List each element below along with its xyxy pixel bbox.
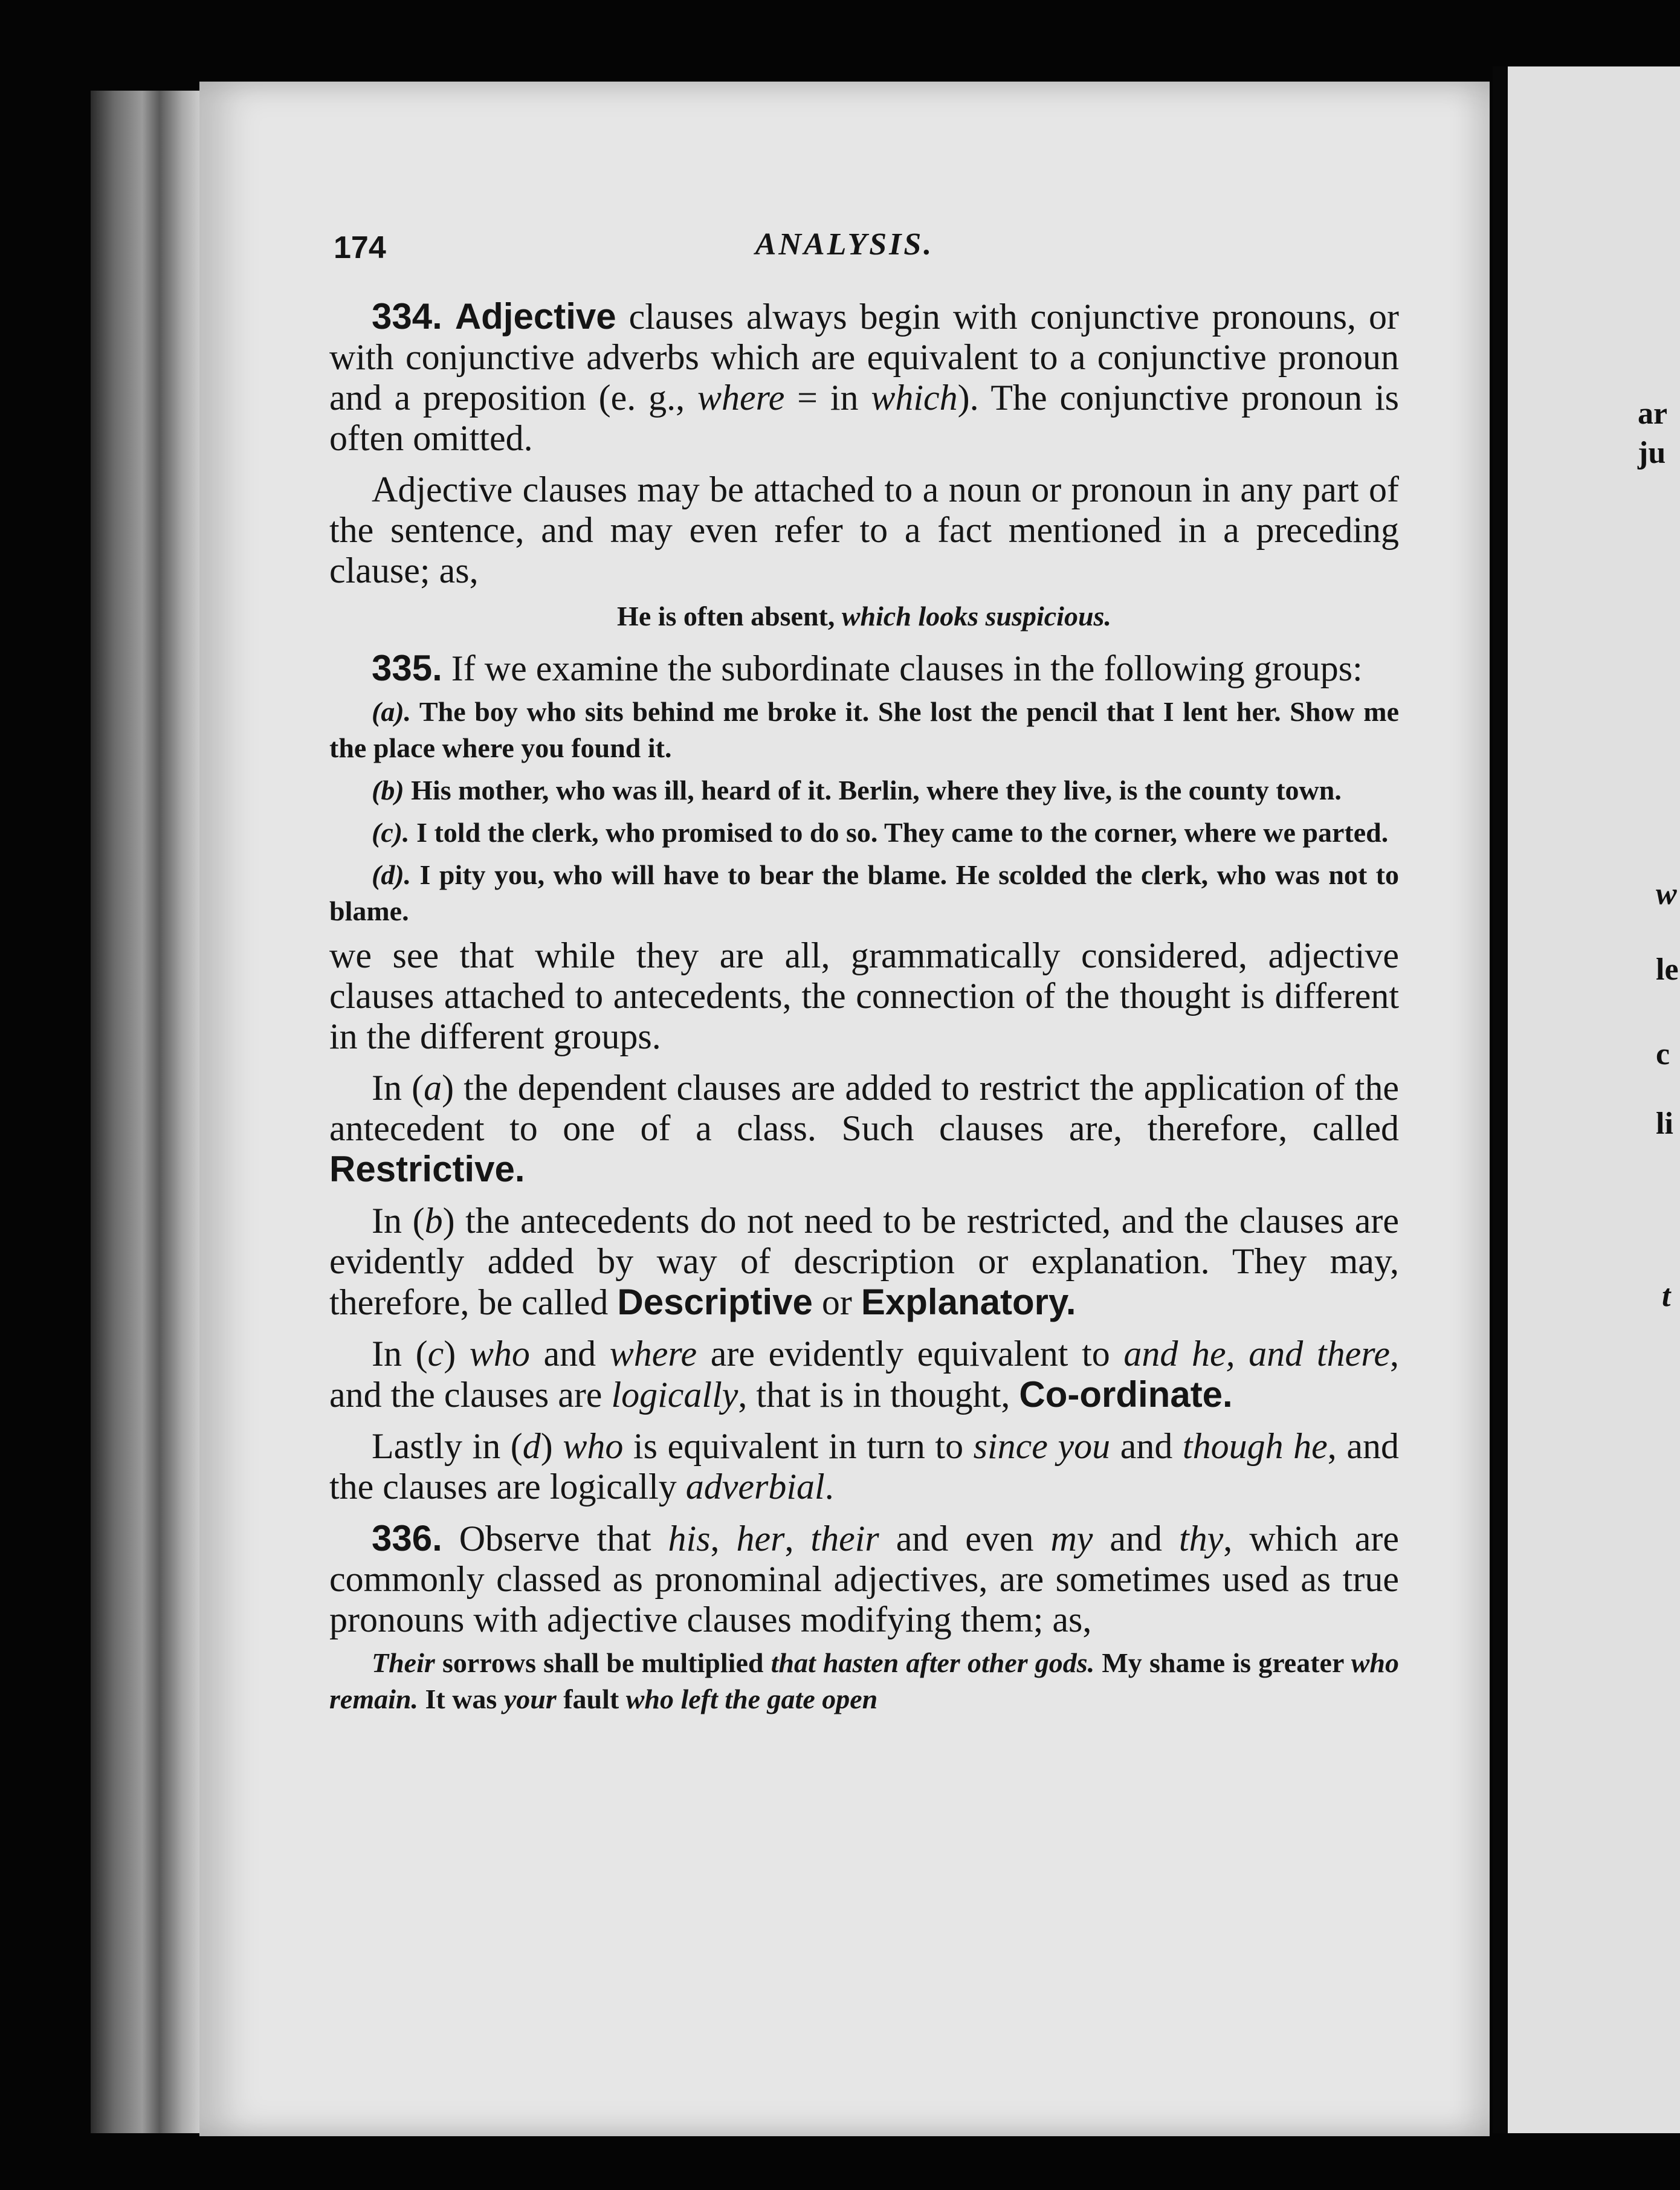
text-span: ) [444,1334,470,1374]
term-coordinate: Co-ordinate. [1019,1374,1233,1415]
fragment-text: ar [1638,396,1668,431]
example-group-d [329,857,1399,929]
fragment-text: w [1656,877,1677,911]
text-span: ). The conjunctive pronoun is often omitted. [329,378,1399,458]
text-span: sorrows shall be multiplied [435,1647,771,1678]
example-group-a [329,694,1399,766]
section-335-conclusion: we see that while they are all, grammatically considered, adjective clauses attached to antecedents, the connection of the thought is different in the different groups. [329,935,1399,1056]
text-span: clauses always begin with conjunctive pronouns, or with conjunctive adverbs which are equivalent to a conjunctive pronoun and a preposition (e. g., [329,297,1399,418]
section-number: 336. [372,1518,442,1559]
text-span: and [1093,1519,1179,1559]
text-span: is equivalent in turn to [623,1426,974,1466]
text-span: If we examine the subordinate clauses in the following groups: [442,648,1363,688]
text-span: , [710,1519,737,1559]
fragment-text: li [1656,1106,1673,1141]
group-label: (b) [372,775,404,806]
italic-span: adverbial [685,1467,825,1507]
page-number: 174 [334,230,386,265]
text-span: , that is in thought, [738,1375,1019,1415]
text-span: It was [418,1684,504,1714]
running-title: ANALYSIS. [755,227,934,262]
text-span: He is often absent, [617,601,842,631]
italic-span: who [469,1334,530,1374]
book-page [199,82,1490,2136]
italic-span: thy [1178,1519,1224,1559]
section-335-intro [329,648,1399,689]
section-334-paragraph [329,296,1399,459]
text-span: , which are commonly classed as pronominal adjectives, are sometimes used as true pronouns with adjective clauses modifying them; as, [329,1519,1400,1639]
paragraph-a [329,1068,1399,1190]
italic-span: c [427,1334,444,1374]
italic-span: their [810,1519,879,1559]
text-span: My shame is greater [1094,1647,1351,1678]
text-span: I told the clerk, who promised to do so. They came to the corner, where we parted. [409,817,1389,848]
text-span: ) the antecedents do not need to be restricted, and the clauses are evidently added by way of description or explanation. They may, therefore, be called [329,1201,1399,1322]
italic-span: my [1050,1519,1093,1559]
group-label: (d). [372,859,412,890]
text-span: . [824,1467,834,1507]
section-336-paragraph [329,1518,1399,1640]
italic-span: who remain. [329,1647,1399,1714]
italic-span: that hasten after other gods. [771,1647,1095,1678]
text-span: In ( [372,1201,425,1241]
italic-span: d [522,1426,541,1466]
text-span: ) [540,1426,563,1466]
term-restrictive: Restrictive. [329,1149,525,1189]
text-span: , and the clauses are [329,1334,1399,1415]
body-text [329,296,1399,1723]
example-sentence [329,599,1399,633]
text-span: and even [879,1519,1051,1559]
text-span: The boy who sits behind me broke it. She lost the pencil that I lent her. Show me the place where you found it. [329,696,1399,763]
text-span: are evidently equivalent to [697,1334,1124,1374]
italic-span: your [503,1684,557,1714]
italic-span: though he [1182,1426,1328,1466]
fragment-text: t [1662,1279,1671,1313]
text-span: Lastly in ( [372,1426,523,1466]
book-fore-edge [91,91,205,2133]
italic-span: a [424,1068,442,1108]
italic-span: which [871,378,958,418]
text-span: or [812,1282,861,1322]
term-adjective: Adjective [454,296,616,337]
text-span: In ( [372,1068,424,1108]
group-label: (c). [372,817,410,848]
edge-stamp [124,695,172,1481]
paragraph-d [329,1426,1399,1507]
text-span: ) the dependent clauses are added to restrict the application of the antecedent to one of a class. Such clauses are, therefore, called [329,1068,1400,1148]
text-span: and [1110,1426,1183,1466]
text-span: Observe that [442,1519,668,1559]
fragment-text: le [1656,952,1679,987]
italic-span: b [424,1201,443,1241]
example-sentences-336 [329,1645,1399,1717]
text-span: I pity you, who will have to bear the blame. He scolded the clerk, who was not to blame. [329,859,1399,926]
text-span: His mother, who was ill, heard of it. Berlin, where they live, is the county town. [404,775,1342,806]
facing-page-fragment [1508,66,1680,2133]
italic-span: where [697,378,785,418]
section-number: 335. [372,648,442,688]
italic-span: since you [973,1426,1111,1466]
example-group-c [329,815,1399,851]
section-334-paragraph-2: Adjective clauses may be attached to a noun or pronoun in any part of the sentence, and may even refer to a fact mentioned in a preceding clause; as, [329,470,1399,590]
term-explanatory: Explanatory. [861,1282,1076,1322]
term-descriptive: Descriptive [617,1282,813,1322]
fragment-text: ju [1638,436,1666,470]
italic-span: who left the gate open [625,1684,878,1714]
italic-span: and he, and there [1123,1334,1390,1374]
italic-span: Their [372,1647,435,1678]
text-span: , [784,1519,811,1559]
paragraph-c [329,1334,1399,1415]
section-number: 334. [372,296,442,337]
italic-span: his [668,1519,711,1559]
paragraph-b [329,1201,1399,1323]
italic-span: her [736,1519,785,1559]
fragment-text: c [1656,1037,1670,1071]
text-span: and [529,1334,610,1374]
italic-span: which looks suspicious. [841,601,1111,631]
text-span: , and the clauses are logically [329,1426,1399,1507]
italic-span: who [563,1426,624,1466]
example-group-b [329,772,1399,809]
group-label: (a). [372,696,412,727]
text-span: fault [556,1684,626,1714]
text-span: In ( [372,1334,428,1374]
italic-span: logically [611,1375,738,1415]
text-span: = in [784,378,871,418]
italic-span: where [609,1334,697,1374]
